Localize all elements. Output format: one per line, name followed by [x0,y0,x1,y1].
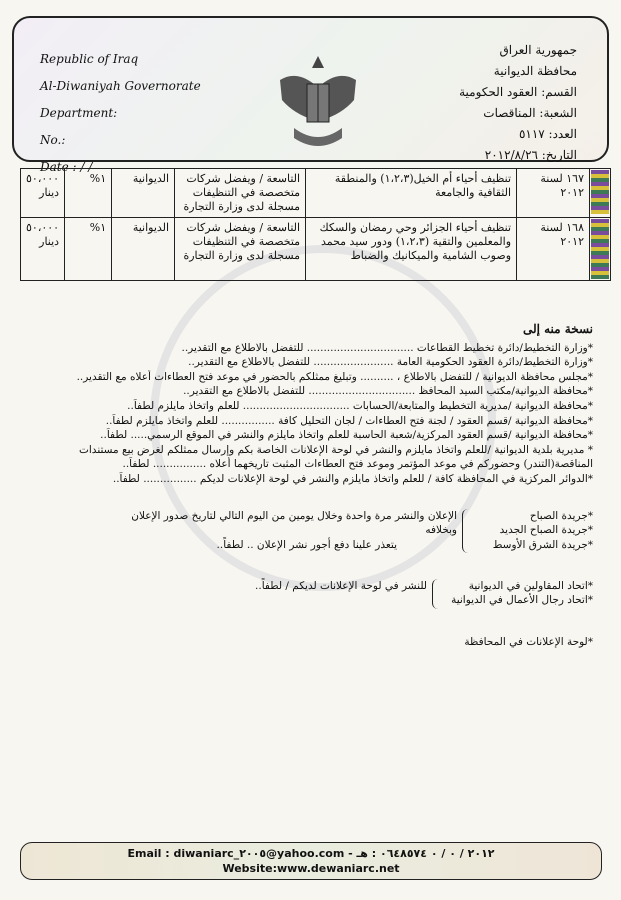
country-name: Republic of Iraq [40,52,139,66]
unions-list [443,579,593,608]
distribution-line: * مديرية بلدية الديوانية /للعلم واتخاذ مايلزم والنشر في لوحة الإعلانات الخاصة بكم وإرسال ممثلكم لغرض بيع مستندات [79,443,593,456]
tender-number: ١٦٨ لسنة ٢٠١٢ [517,218,590,281]
number-label: No.: [40,133,66,147]
newspapers-note-line: يتعذر علينا دفع أجور نشر الإعلان .. لطفاً.. [216,538,397,551]
row-marker [590,169,611,218]
governorate-name: Al-Diwaniyah Governorate [40,79,201,93]
color-strip-icon [591,219,609,279]
newspapers-group [23,509,593,557]
tender-amount: ٥٠،٠٠٠ دينار [21,218,65,281]
table-row [21,218,611,281]
department-label: Department: [40,106,118,120]
distribution-line: *محافظة الديوانية /قسم العقود / لجنة فتح العطاءات / لجان التحليل كافة ................ للعلم واتخاذ مايلزم لطفاً.. [105,414,593,427]
footer-contact [20,842,602,880]
letterhead-arabic [459,40,577,166]
distribution-line: *محافظة الديوانية /قسم العقود المركزية/شعبة الحاسبة للعلم واتخاذ مايلزم والنشر في الموقع الرسمي..... لطفاً.. [100,429,593,442]
tender-governorate: الديوانية [112,218,175,281]
newspaper-item: *جريدة الصباح الجديد [499,524,593,537]
distribution-title: نسخة منه إلى [522,322,593,336]
distribution-list [23,322,593,649]
iraq-eagle-emblem-icon [276,50,360,154]
newspaper-item: *جريدة الصباح [529,509,593,522]
unions-note: للنشر في لوحة الإعلانات لديكم / لطفاً.. [255,579,427,592]
tender-description: تنظيف أحياء أم الخيل(١،٢،٣) والمنطقة الثقافية والجامعة [306,169,517,218]
table-row [21,169,611,218]
country-name-ar: جمهورية العراق [499,43,577,57]
newspapers-note-line: الإعلان والنشر مرة واحدة وخلال يومين من اليوم التالي لتاريخ صدور الإعلان وبخلافه [131,509,457,537]
distribution-line: *محافظة الديوانية/مكتب السيد المحافظ ................................ للتفضل بالاطلاع مع التقدير.. [183,385,593,398]
brace-divider [432,579,439,609]
section-ar: الشعبة: المناقصات [483,106,577,120]
tenders-table [20,168,611,281]
governorate-name-ar: محافظة الديوانية [493,64,577,78]
newspapers-list [473,509,593,553]
color-strip-icon [591,170,609,214]
tender-percentage: ١% [65,169,112,218]
row-marker [590,218,611,281]
tender-amount: ٥٠،٠٠٠ دينار [21,169,65,218]
tender-description: تنظيف أحياء الجزائر وحي رمضان والسكك والمعلمين والتقية (١،٢،٣) ودور سيد محمد وصوب الشامية والميكانيك والضباط [306,218,517,281]
letterhead-english [40,46,201,181]
distribution-line: المناقصة(التندر) وحضوركم في موعد المؤتمر وموعد فتح العطاءات المثبت تاريخهما أعلاه ................ لطفاً.. [122,458,593,471]
distribution-line: *مجلس محافظة الديوانية / للتفضل بالاطلاع ، .......... وتبليغ ممثلكم بالحضور في موعد فتح العطاءات أعلاه مع التقدير.. [76,370,593,383]
department-ar: القسم: العقود الحكومية [459,85,577,99]
letterhead [12,16,609,174]
tender-classification: التاسعة / ويفضل شركات متخصصة في التنظيفات مسجلة لدى وزارة التجارة [175,169,306,218]
footer-website: Website:www.dewaniarc.net [222,862,400,875]
footer-email: Email : diwaniarc_٢٠٠٥@yahoo.com - ٢٠١٢ / ٠ / ٠ ٠٦٤٨٥٧٤ : هـ [127,847,495,860]
distribution-line: *محافظة الديوانية /مديرية التخطيط والمتابعة/الحسابات ................................ للعلم واتخاذ مايلزم لطفاً.. [127,399,593,412]
date-label: Date : / / [40,160,93,174]
distribution-line: *الدوائر المركزية في المحافظة كافة / للعلم واتخاذ مايلزم والنشر في لوحة الإعلانات لديكم ................ لطفاً.. [112,472,593,485]
newspaper-item: *جريدة الشرق الأوسط [492,538,593,551]
number-ar: العدد: ٥١١٧ [518,127,577,141]
distribution-line: *وزارة التخطيط/دائرة العقود الحكومية العامة ........................ للتفضل بالاطلاع مع التقدير.. [188,356,593,369]
unions-group [23,579,593,613]
tender-governorate: الديوانية [112,169,175,218]
distribution-line: *وزارة التخطيط/دائرة تخطيط القطاعات ................................ للتفضل بالاطلاع مع التقدير.. [181,341,593,354]
brace-divider [462,509,469,553]
date-ar: التاريخ: ٢٠١٢/٨/٢٦ [484,148,577,162]
tender-percentage: ١% [65,218,112,281]
union-item: *اتحاد المقاولين في الديوانية [468,579,593,592]
union-item: *اتحاد رجال الأعمال في الديوانية [451,594,593,607]
newspapers-note [127,509,457,553]
tender-classification: التاسعة / ويفضل شركات متخصصة في التنظيفات مسجلة لدى وزارة التجارة [175,218,306,281]
board-item: *لوحة الإعلانات في المحافظة [464,635,593,648]
tender-number: ١٦٧ لسنة ٢٠١٢ [517,169,590,218]
